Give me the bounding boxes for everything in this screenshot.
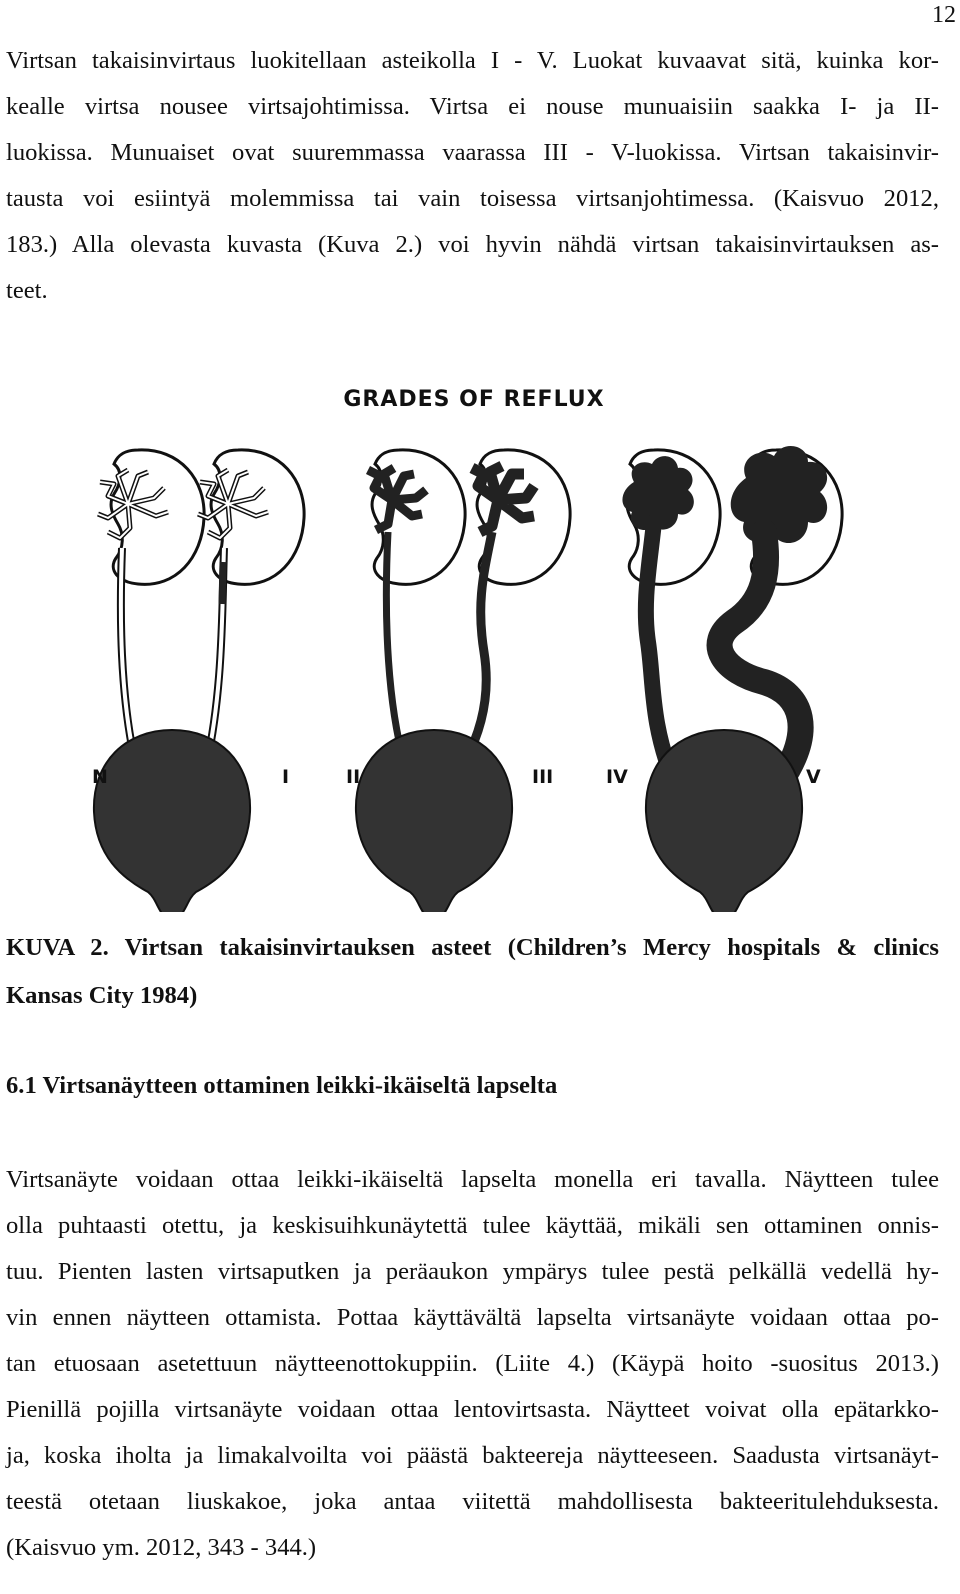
body-line: Pienillä pojilla virtsanäyte voidaan ottaa lentovirtsasta. Näytteet voivat olla epätarkko- (6, 1396, 939, 1423)
body-line: tan etuosaan asetettuun näytteenottokuppiin. (Liite 4.) (Käypä hoito -suositus 2013.) (6, 1350, 939, 1377)
section-heading: 6.1 Virtsanäytteen ottaminen leikki-ikäiseltä lapselta (6, 1072, 558, 1099)
grade-label-ii: II (346, 766, 361, 788)
figure-title: GRADES OF REFLUX (343, 387, 605, 412)
body-line: olla puhtaasti otettu, ja keskisuihkunäytettä tulee käyttää, mikäli sen ottaminen onnis- (6, 1212, 939, 1239)
intro-line: 183.) Alla olevasta kuvasta (Kuva 2.) voi hyvin nähdä virtsan takaisinvirtauksen as- (6, 231, 939, 258)
caption-line: KUVA 2. Virtsan takaisinvirtauksen asteet (Children’s Mercy hospitals & clinics (6, 934, 939, 961)
body-paragraph (6, 1157, 939, 1571)
panel-grade-two-three (356, 450, 570, 912)
intro-paragraph (6, 38, 939, 314)
grade-label-iv: IV (606, 766, 628, 788)
body-line: vin ennen näytteen ottamista. Pottaa käyttävältä lapselta virtsanäyte voidaan ottaa po- (6, 1304, 939, 1331)
body-line: Virtsanäyte voidaan ottaa leikki-ikäiseltä lapselta monella eri tavalla. Näytteen tulee (6, 1166, 939, 1193)
caption-line: Kansas City 1984) (6, 982, 198, 1009)
panel-grade-four-five (622, 446, 842, 912)
grade-label-v: V (806, 766, 821, 788)
panel-normal-grade-one (94, 450, 304, 912)
figure-caption (6, 924, 939, 1020)
intro-line: teet. (6, 277, 48, 304)
reflux-illustration (74, 382, 874, 912)
page-number: 12 (932, 2, 956, 28)
intro-line: tausta voi esiintyä molemmissa tai vain toisessa virtsanjohtimessa. (Kaisvuo 2012, (6, 185, 939, 212)
intro-line: luokissa. Munuaiset ovat suuremmassa vaarassa III - V-luokissa. Virtsan takaisinvir- (6, 139, 939, 166)
grade-label-n: N (92, 766, 108, 788)
body-line: tuu. Pienten lasten virtsaputken ja peräaukon ympärys tulee pestä pelkällä vedellä hy- (6, 1258, 939, 1285)
body-line: (Kaisvuo ym. 2012, 343 - 344.) (6, 1534, 317, 1561)
grade-label-i: I (282, 766, 290, 788)
grade-label-iii: III (532, 766, 554, 788)
intro-line: kealle virtsa nousee virtsajohtimissa. Virtsa ei nouse munuaisiin saakka I- ja II- (6, 93, 939, 120)
body-line: teestä otetaan liuskakoe, joka antaa viitettä mahdollisesta bakteeritulehduksesta. (6, 1488, 939, 1515)
intro-line: Virtsan takaisinvirtaus luokitellaan asteikolla I - V. Luokat kuvaavat sitä, kuinka kor- (6, 47, 939, 74)
body-line: ja, koska iholta ja limakalvoilta voi päästä bakteereja näytteeseen. Saadusta virtsanäyt- (6, 1442, 939, 1469)
grades-of-reflux-figure (74, 382, 874, 912)
